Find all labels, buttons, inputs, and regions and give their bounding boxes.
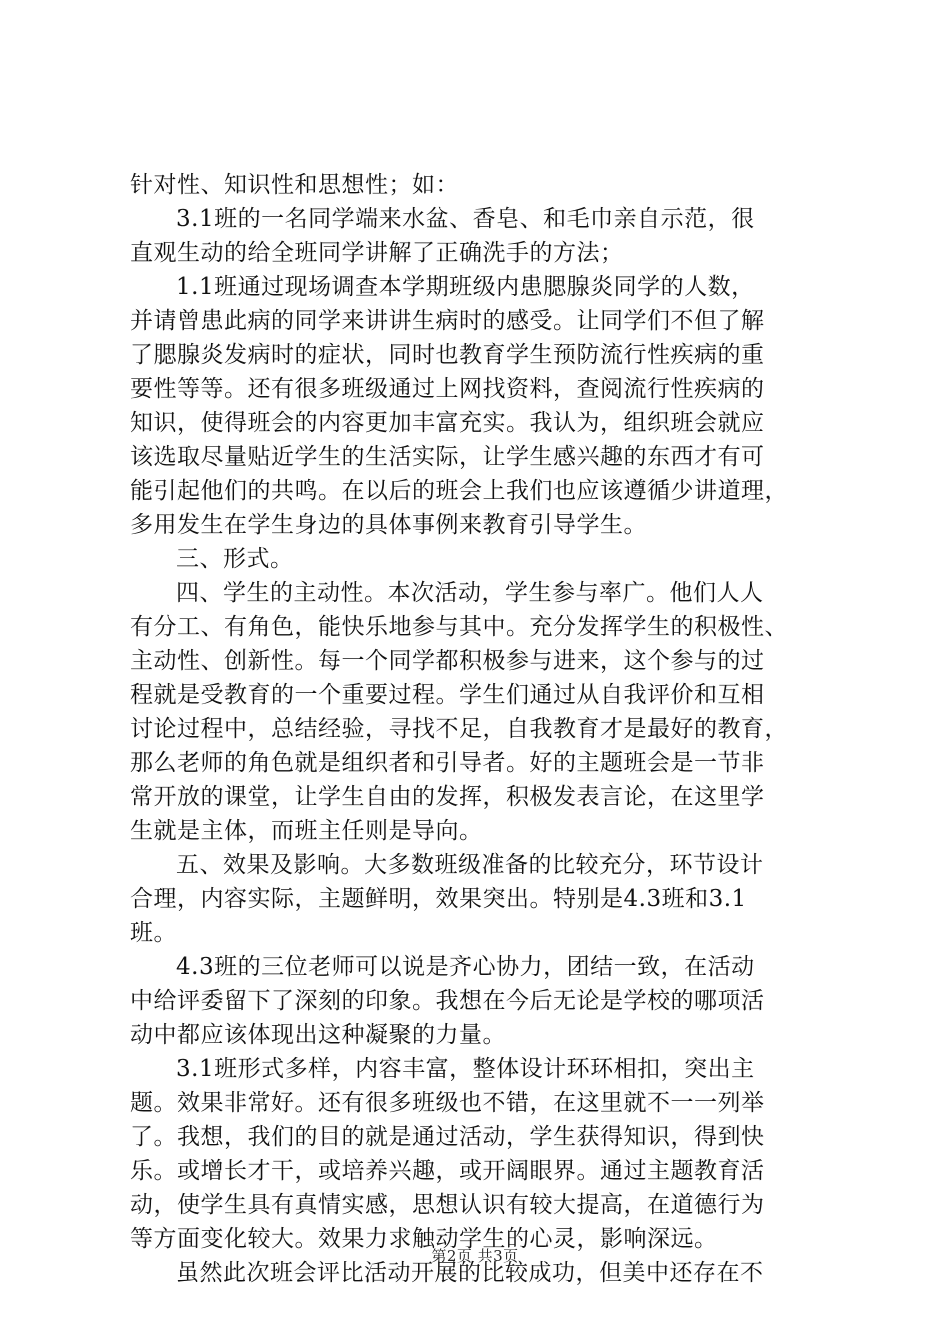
paragraph-7: 4.3班的三位老师可以说是齐心协力，团结一致，在活动 中给评委留下了深刻的印象。我想在今后无论是学校的哪项活 动中都应该体现出这种凝聚的力量。 xyxy=(130,954,765,1048)
paragraph-2: 3.1班的一名同学端来水盆、香皂、和毛巾亲自示范，很 直观生动的给全班同学讲解了正确洗手的方法； xyxy=(130,206,755,266)
paragraph-6-effects: 五、效果及影响。大多数班级准备的比较充分，环节设计 合理，内容实际，主题鲜明，效果突出。特别是4.3班和3.1 班。 xyxy=(130,852,764,946)
page-number-footer: 第2页 共3页 xyxy=(431,1247,519,1265)
paragraph-3: 1.1班通过现场调查本学期班级内患腮腺炎同学的人数， 并请曾患此病的同学来讲讲生病时的感受。让同学们不但了解 了腮腺炎发病时的症状，同时也教育学生预防流行性疾病的重 要性等等。还有很多班级通过上网找资料，查阅流行性疾病的 知识，使得班会的内容更加丰富充实。我认为，组织班会就应 该选取尽量贴近学生的生活实际，让学生感兴趣的东西才有可 能引起他们的共鸣。在以后的班会上我们也应该遵循少讲道理， 多用发生在学生身边的具体事例来教育引导学生。 xyxy=(130,274,788,538)
paragraph-8: 3.1班形式多样，内容丰富，整体设计环环相扣，突出主 题。效果非常好。还有很多班级也不错，在这里就不一一列举 了。我想，我们的目的就是通过活动，学生获得知识，得到快 乐。或增长才干，或培养兴趣，或开阔眼界。通过主题教育活 动，使学生具有真情实感，思想认识有较大提高，在道德行为 等方面变化较大。效果力求触动学生的心灵，影响深远。 xyxy=(130,1056,765,1252)
paragraph-1: 针对性、知识性和思想性；如： xyxy=(130,172,459,198)
paragraph-5-student-initiative: 四、学生的主动性。本次活动，学生参与率广。他们人人 有分工、有角色，能快乐地参与其中。充分发挥学生的积极性、 主动性、创新性。每一个同学都积极参与进来，这个参与的过 程就是受教育的一个重要过程。学生们通过从自我评价和互相 讨论过程中，总结经验，寻找不足，自我教育才是最好的教育， 那么老师的角色就是组织者和引导者。好的主题班会是一节非 常开放的课堂，让学生自由的发挥，积极发表言论，在这里学 生就是主体，而班主任则是导向。 xyxy=(130,580,788,844)
paragraph-9: 虽然此次班会评比活动开展的比较成功，但美中还存在不 xyxy=(176,1260,764,1286)
paragraph-4-heading-form: 三、形式。 xyxy=(176,546,294,572)
document-body xyxy=(130,168,830,1290)
